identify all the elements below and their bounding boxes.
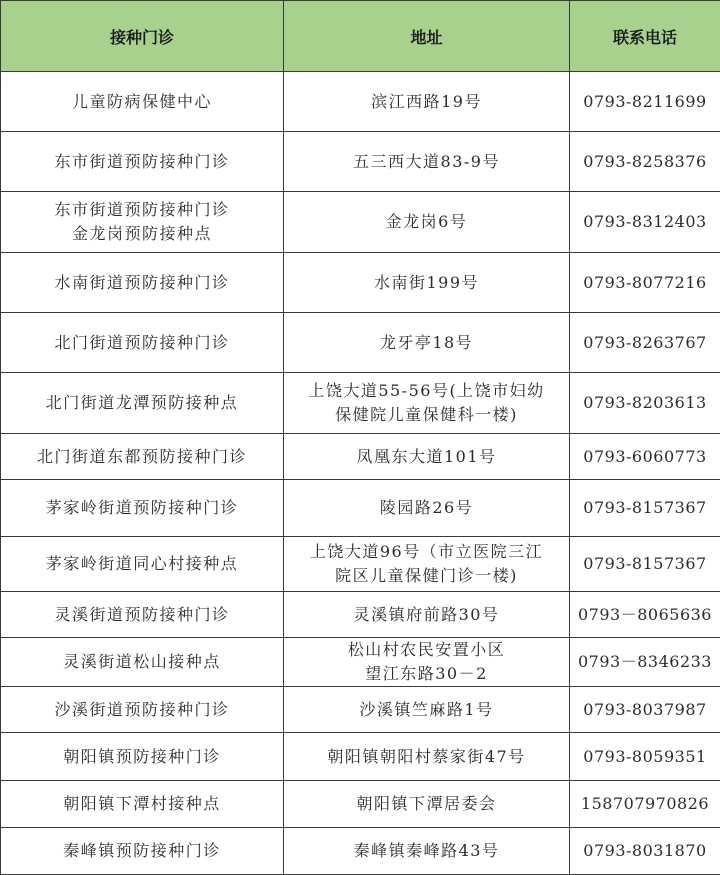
address-cell-line: 凤凰东大道101号: [356, 446, 497, 466]
clinic-name-cell: [1, 592, 284, 638]
table-row: [1, 733, 720, 781]
header-address: 地址: [284, 1, 570, 72]
address-cell: [284, 592, 570, 638]
header-clinic: 接种门诊: [1, 1, 284, 72]
address-cell: [284, 687, 570, 733]
table-row: [1, 592, 720, 638]
table-row: [1, 828, 720, 875]
phone-cell: 0793-8059351: [570, 733, 720, 781]
header-phone: 联系电话: [570, 1, 720, 72]
address-cell-line: 沙溪镇竺麻路1号: [359, 699, 494, 719]
clinic-name-cell: [1, 373, 284, 434]
clinic-name-cell-line: 北门街道预防接种门诊: [54, 332, 230, 352]
clinic-name-cell: [1, 253, 284, 313]
table-row: [1, 687, 720, 733]
table-row: [1, 313, 720, 373]
clinic-name-cell-line: 灵溪街道松山接种点: [63, 652, 221, 671]
address-cell-line: 龙牙亭18号: [379, 332, 474, 352]
address-cell: [284, 434, 570, 480]
address-cell-line: 水南街199号: [373, 272, 480, 292]
address-cell: [284, 373, 570, 434]
clinic-name-cell: [1, 480, 284, 537]
address-cell-line: 上饶大道96号（市立医院三江: [309, 542, 544, 561]
address-cell: [284, 733, 570, 781]
table-row: [1, 253, 720, 313]
phone-cell: 0793-8157367: [570, 480, 720, 537]
clinic-name-cell-line: 秦峰镇预防接种门诊: [63, 841, 221, 860]
clinic-name-cell: [1, 313, 284, 373]
clinic-name-cell-line: 北门街道东都预防接种门诊: [36, 446, 247, 466]
clinic-name-cell-line: 沙溪街道预防接种门诊: [54, 699, 230, 719]
phone-cell: 0793-8031870: [570, 828, 720, 875]
address-cell-line: 陵园路26号: [379, 498, 474, 517]
clinic-name-cell-line: 水南街道预防接种门诊: [54, 272, 230, 292]
address-cell: [284, 72, 570, 132]
address-cell: [284, 537, 570, 592]
address-cell: [284, 313, 570, 373]
address-cell: [284, 132, 570, 192]
table-row: [1, 72, 720, 132]
table-row: [1, 434, 720, 480]
address-cell-line: 上饶大道55-56号(上饶市妇幼: [308, 381, 545, 400]
address-cell-line: 朝阳镇下潭居委会: [356, 794, 497, 813]
phone-cell: 0793-6060773: [570, 434, 720, 480]
address-cell: [284, 828, 570, 875]
table-row: [1, 373, 720, 434]
phone-cell: 0793-8258376: [570, 132, 720, 192]
address-cell-line: 松山村农民安置小区: [347, 640, 506, 659]
header-row: [1, 1, 720, 72]
clinic-name-cell: [1, 72, 284, 132]
clinic-name-cell: [1, 781, 284, 828]
phone-cell: 0793-8312403: [570, 192, 720, 253]
address-cell: [284, 253, 570, 313]
address-cell-line: 望江东路30－2: [365, 664, 488, 683]
table-row: [1, 192, 720, 253]
address-cell-line: 五三西大道83-9号: [353, 151, 500, 171]
clinic-name-cell: [1, 687, 284, 733]
clinic-name-cell: [1, 638, 284, 687]
address-cell-line: 朝阳镇朝阳村蔡家街47号: [327, 746, 526, 766]
phone-cell: 0793-8077216: [570, 253, 720, 313]
clinic-name-cell: [1, 733, 284, 781]
address-cell-line: 院区儿童保健门诊一楼): [335, 566, 518, 585]
phone-cell: 0793-8211699: [570, 72, 720, 132]
address-cell-line: 金龙岗6号: [385, 212, 468, 231]
clinic-name-cell: [1, 828, 284, 875]
clinic-name-cell-line: 金龙岗预防接种点: [71, 224, 212, 243]
clinic-name-cell-line: 北门街道龙潭预防接种点: [45, 393, 239, 412]
address-cell: [284, 638, 570, 687]
phone-cell: 0793-8037987: [570, 687, 720, 733]
phone-cell: 0793-8157367: [570, 537, 720, 592]
phone-cell: 15870797082​6: [570, 781, 720, 828]
clinic-name-cell-line: 茅家岭街道同心村接种点: [45, 554, 239, 573]
clinic-name-cell-line: 朝阳镇预防接种门诊: [63, 746, 221, 766]
table-row: [1, 132, 720, 192]
address-cell-line: 滨江西路19号: [371, 91, 482, 111]
table-row: [1, 781, 720, 828]
clinic-name-cell-line: 朝阳镇下潭村接种点: [63, 794, 221, 813]
clinic-name-cell-line: 茅家岭街道预防接种门诊: [45, 498, 239, 517]
address-cell: [284, 480, 570, 537]
table-row: [1, 638, 720, 687]
clinic-name-cell: [1, 434, 284, 480]
clinic-name-cell-line: 儿童防病保健中心: [71, 91, 212, 111]
clinic-name-cell-line: 东市街道预防接种门诊: [54, 151, 230, 171]
address-cell-line: 秦峰镇秦峰路43号: [353, 841, 500, 860]
clinic-name-cell-line: 东市街道预防接种门诊: [54, 200, 230, 219]
address-cell-line: 保健院儿童保健科一楼): [335, 405, 518, 424]
address-cell-line: 灵溪镇府前路30号: [353, 604, 500, 624]
address-cell: [284, 781, 570, 828]
clinic-name-cell: [1, 132, 284, 192]
clinic-name-cell: [1, 537, 284, 592]
table-row: [1, 480, 720, 537]
clinic-name-cell: [1, 192, 284, 253]
phone-cell: 0793－8346233: [570, 638, 720, 687]
table-row: [1, 537, 720, 592]
clinic-name-cell-line: 灵溪街道预防接种门诊: [54, 604, 230, 624]
phone-cell: 0793－8065636: [570, 592, 720, 638]
phone-cell: 0793-8203613: [570, 373, 720, 434]
address-cell: [284, 192, 570, 253]
phone-cell: 0793-8263767: [570, 313, 720, 373]
